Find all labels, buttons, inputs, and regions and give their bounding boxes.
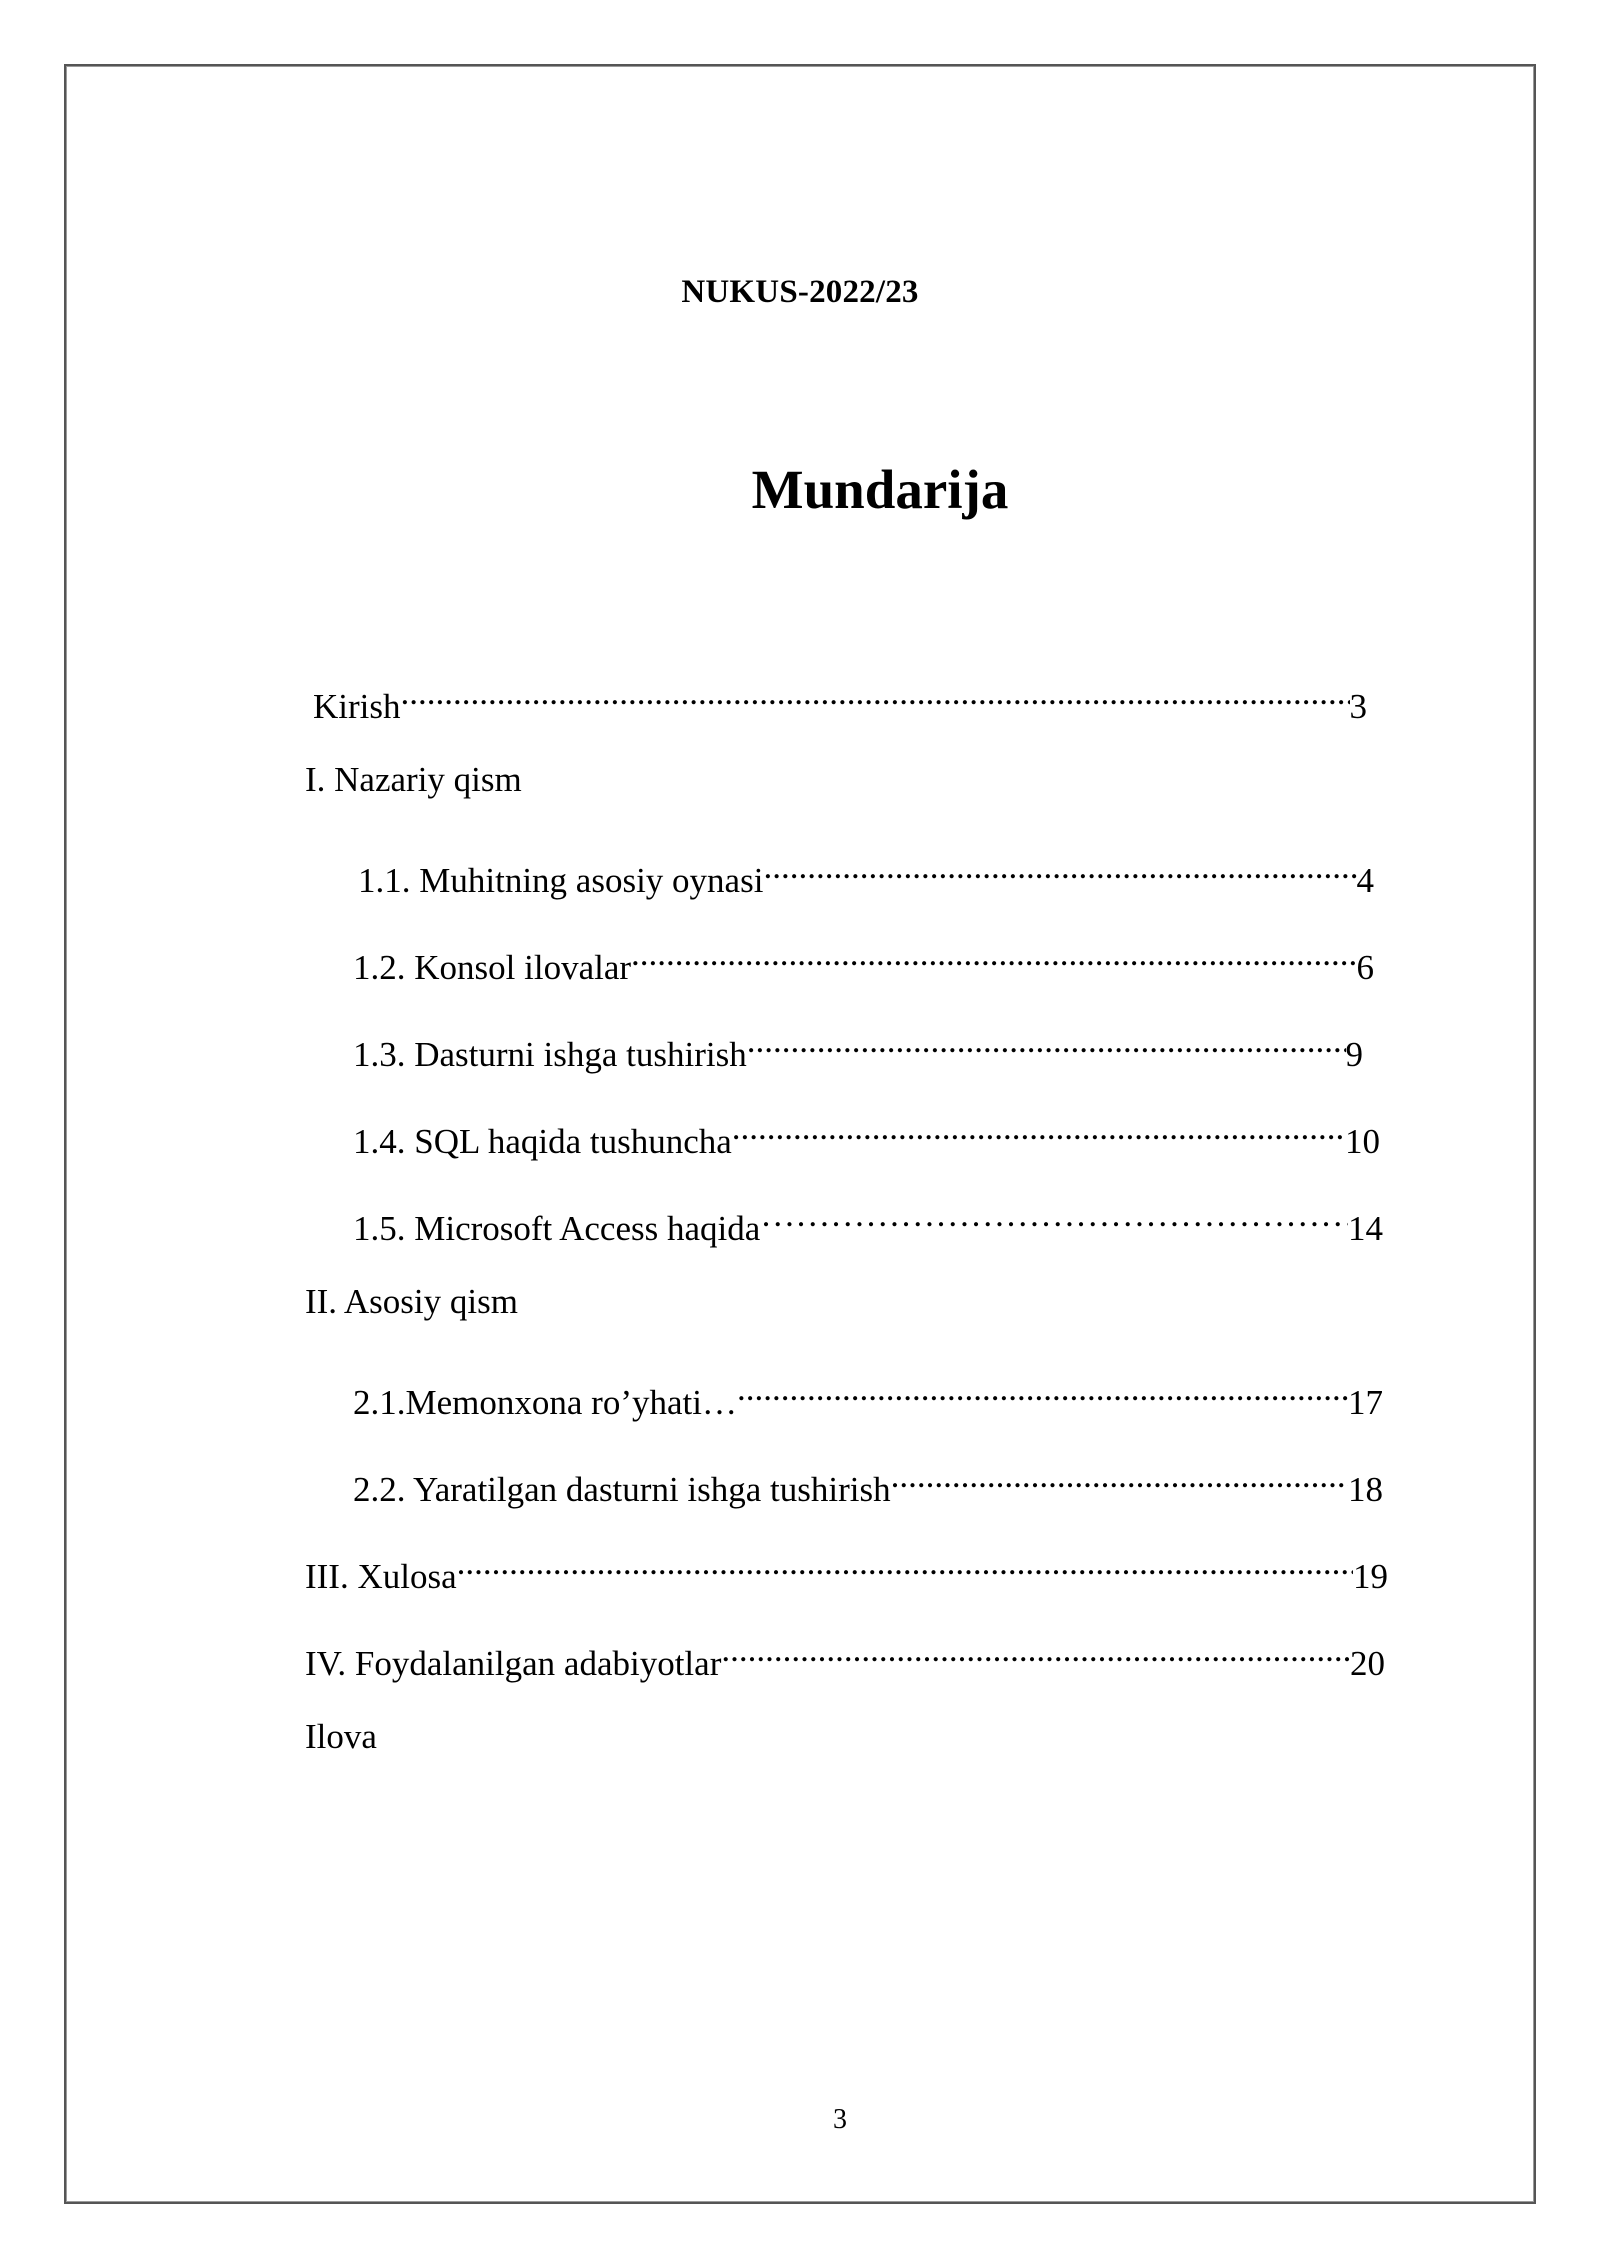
toc-entry-1-2[interactable] [353, 929, 1374, 987]
toc-dot-leader [891, 1451, 1348, 1501]
toc-entry-label: 1.4. SQL haqida tushuncha [353, 1122, 732, 1161]
toc-entry-kirish[interactable] [313, 668, 1367, 726]
toc-dot-leader [763, 842, 1356, 892]
toc-dot-leader [721, 1625, 1350, 1675]
toc-entry-label: 1.1. Muhitning asosiy oynasi [358, 861, 764, 900]
toc-entry-adabiyotlar[interactable] [305, 1625, 1385, 1683]
toc-entry-label: Ilova [305, 1717, 377, 1756]
header-city-year: NUKUS-2022/23 [681, 274, 919, 310]
toc-entry-label: IV. Foydalanilgan adabiyotlar [305, 1644, 722, 1683]
toc-entry-page: 10 [1345, 1122, 1380, 1161]
page-number: 3 [833, 2104, 847, 2135]
toc-section-asosiy[interactable] [305, 1277, 518, 1327]
toc-entry-page: 20 [1350, 1644, 1385, 1683]
toc-entry-label: 1.2. Konsol ilovalar [353, 948, 632, 987]
toc-entry-label: Kirish [313, 687, 401, 726]
toc-dot-leader [631, 929, 1356, 979]
toc-entry-label: 2.1.Memonxona ro’yhati… [353, 1383, 737, 1422]
toc-dot-leader [747, 1016, 1346, 1066]
toc-entry-label: 1.5. Microsoft Access haqida [353, 1209, 761, 1248]
toc-entry-1-1[interactable] [358, 842, 1374, 900]
toc-entry-1-4[interactable] [353, 1103, 1380, 1161]
toc-entry-2-1[interactable] [353, 1364, 1383, 1422]
toc-entry-page: 9 [1345, 1035, 1363, 1074]
toc-entry-page: 3 [1349, 687, 1367, 726]
toc-entry-page: 17 [1348, 1383, 1383, 1422]
toc-entry-page: 4 [1356, 861, 1374, 900]
toc-entry-page: 6 [1356, 948, 1374, 987]
toc-entry-xulosa[interactable] [305, 1538, 1388, 1596]
toc-entry-page: 14 [1348, 1209, 1383, 1248]
toc-entry-page: 19 [1353, 1557, 1388, 1596]
toc-entry-label: III. Xulosa [305, 1557, 457, 1596]
toc-dot-leader [732, 1103, 1345, 1153]
toc-section-label: II. Asosiy qism [305, 1282, 518, 1321]
toc-entry-page: 18 [1348, 1470, 1383, 1509]
toc-entry-1-3[interactable] [353, 1016, 1363, 1074]
toc-entry-ilova[interactable] [305, 1712, 377, 1762]
toc-dot-leader [737, 1364, 1348, 1414]
toc-entry-label: 2.2. Yaratilgan dasturni ishga tushirish [353, 1470, 891, 1509]
toc-entry-2-2[interactable] [353, 1451, 1383, 1509]
toc-section-label: I. Nazariy qism [305, 760, 522, 799]
toc-dot-leader [457, 1538, 1353, 1588]
toc-title: Mundarija [751, 459, 1009, 520]
toc-section-nazariy[interactable] [305, 755, 522, 805]
toc-entry-label: 1.3. Dasturni ishga tushirish [353, 1035, 747, 1074]
toc-dot-leader [760, 1190, 1348, 1240]
toc-dot-leader [401, 668, 1350, 718]
toc-entry-1-5[interactable] [353, 1190, 1383, 1248]
